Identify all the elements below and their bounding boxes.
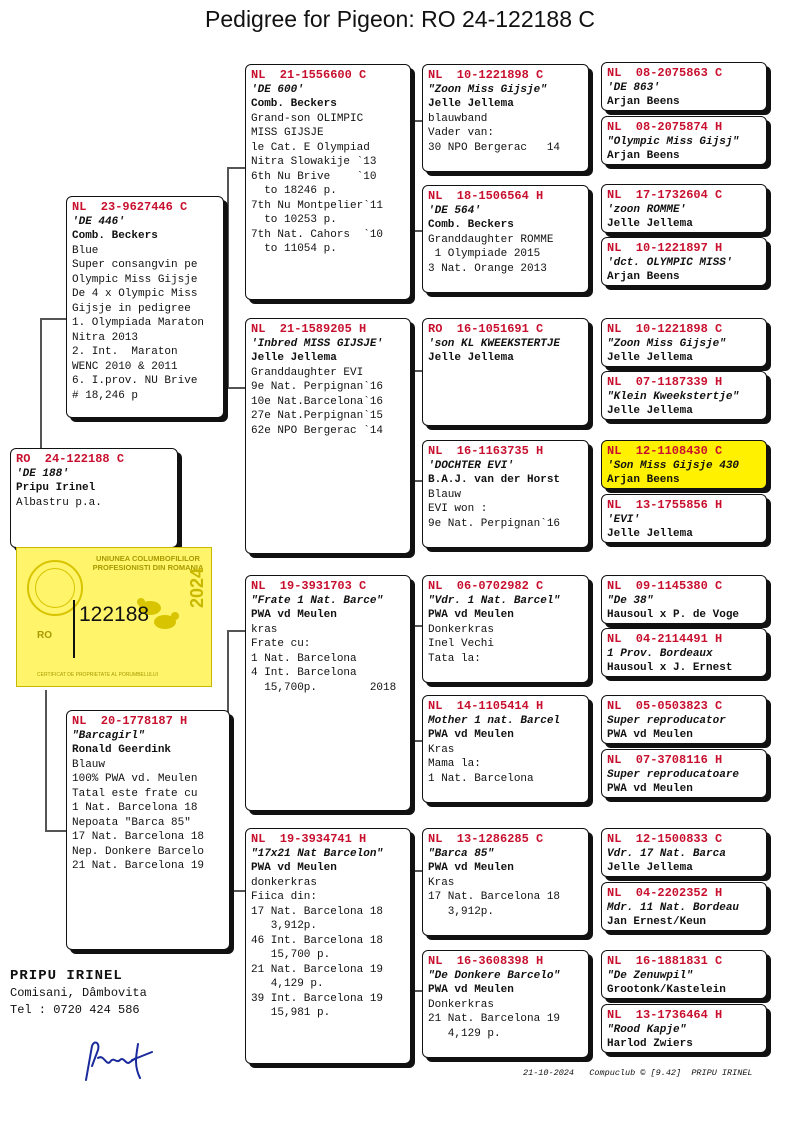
pigeon-name: 'DOCHTER EVI' bbox=[428, 459, 514, 472]
pigeon-card-dsd[interactable] bbox=[422, 695, 589, 803]
breeder: Arjan Beens bbox=[607, 96, 680, 108]
pigeon-name: "Klein Kweekstertje" bbox=[607, 390, 740, 403]
detail-line: to 10253 p. bbox=[251, 214, 337, 226]
owner-name: PRIPU IRINEL bbox=[10, 968, 123, 984]
breeder: Hausoul x P. de Voge bbox=[607, 609, 740, 621]
detail-line: 1 Nat. Barcelona bbox=[251, 652, 357, 665]
connector-line bbox=[412, 230, 422, 232]
detail-line: 6. I.prov. NU Brive bbox=[72, 375, 198, 387]
pigeon-name: "Rood Kapje" bbox=[607, 1023, 687, 1036]
pigeon-name: "De 38" bbox=[607, 594, 654, 607]
detail-line: 30 NPO Bergerac 14 bbox=[428, 141, 561, 154]
detail-line: 17 Nat. Barcelona 18 bbox=[428, 891, 561, 903]
ring-number: NL 08-2075874 H bbox=[607, 120, 723, 134]
pigeon-card-ssd[interactable] bbox=[422, 185, 589, 293]
ring-number: NL 14-1105414 H bbox=[428, 699, 544, 713]
connector-line bbox=[227, 167, 245, 169]
breeder: Jelle Jellema bbox=[607, 218, 693, 230]
detail-line: 1 Nat. Barcelona 18 bbox=[72, 802, 198, 814]
detail-line: Granddaughter EVI bbox=[251, 366, 364, 379]
pigeon-card-g15[interactable] bbox=[601, 950, 767, 999]
detail-line: 4 Int. Barcelona bbox=[251, 667, 357, 679]
breeder: Jan Ernest/Keun bbox=[607, 916, 707, 928]
detail-line: 62e NPO Bergerac `14 bbox=[251, 424, 384, 437]
detail-line: 1 Olympiade 2015 bbox=[428, 248, 541, 260]
pigeon-name: 'Son Miss Gijsje 430 bbox=[607, 459, 740, 472]
detail-line: Blauw bbox=[428, 488, 462, 501]
detail-line: Blauw bbox=[72, 758, 106, 771]
breeder: Harlod Zwiers bbox=[607, 1038, 693, 1050]
breeder: Grootonk/Kastelein bbox=[607, 984, 726, 996]
breeder: Arjan Beens bbox=[607, 474, 680, 486]
owner-address: Comisani, Dâmbovita bbox=[10, 986, 147, 1000]
emblem-inner-ring bbox=[35, 568, 75, 608]
ring-number: NL 13-1286285 C bbox=[428, 832, 544, 846]
detail-line: 15,981 p. bbox=[251, 1007, 331, 1019]
ring-number: NL 05-0503823 C bbox=[607, 699, 723, 713]
pigeon-name: 'DE 446' bbox=[72, 215, 125, 228]
ring-number: NL 10-1221898 C bbox=[428, 68, 544, 82]
detail-line: Gijsje in pedigree bbox=[72, 302, 191, 315]
ring-number: NL 08-2075863 C bbox=[607, 66, 723, 80]
breeder: Ronald Geerdink bbox=[72, 744, 172, 756]
detail-line: to 18246 p. bbox=[251, 185, 337, 197]
detail-line: De 4 x Olympic Miss bbox=[72, 288, 198, 300]
pigeon-name: "Vdr. 1 Nat. Barcel" bbox=[428, 594, 561, 607]
signature-image bbox=[78, 1036, 178, 1086]
pigeon-name: 'DE 863' bbox=[607, 81, 660, 94]
breeder: Arjan Beens bbox=[607, 150, 680, 162]
pigeon-name: 'DE 600' bbox=[251, 83, 304, 96]
detail-line: blauwband bbox=[428, 112, 488, 125]
detail-line: 17 Nat. Barcelona 18 bbox=[72, 831, 205, 843]
ring-number: NL 21-1556600 C bbox=[251, 68, 367, 82]
pigeon-card-g10[interactable] bbox=[601, 628, 767, 677]
detail-line: 21 Nat. Barcelona 19 bbox=[72, 860, 205, 872]
detail-line: 3,912p. bbox=[428, 905, 495, 918]
detail-line: MISS GIJSJE bbox=[251, 127, 324, 139]
pigeon-card-dss[interactable] bbox=[422, 575, 589, 683]
detail-line: 100% PWA vd. Meulen bbox=[72, 773, 198, 785]
breeder: PWA vd Meulen bbox=[251, 862, 337, 874]
pigeon-name: 'EVI' bbox=[607, 513, 641, 526]
pigeon-card-ss[interactable] bbox=[245, 64, 411, 300]
detail-line: 46 Int. Barcelona 18 bbox=[251, 934, 384, 947]
ring-number-bar bbox=[73, 600, 75, 658]
breeder: PWA vd Meulen bbox=[428, 984, 514, 996]
detail-line: 27e Nat.Perpignan`15 bbox=[251, 410, 384, 422]
detail-line: 21 Nat. Barcelona 19 bbox=[251, 963, 384, 976]
pigeon-card-g13[interactable] bbox=[601, 828, 767, 877]
pigeon-card-g2[interactable] bbox=[601, 116, 767, 165]
detail-line: 4,129 p. bbox=[428, 1027, 501, 1040]
detail-line: 1. Olympiada Maraton bbox=[72, 317, 205, 329]
detail-line: WENC 2010 & 2011 bbox=[72, 360, 178, 373]
pigeon-card-sire[interactable] bbox=[66, 196, 224, 418]
detail-line: Granddaughter ROMME bbox=[428, 233, 554, 246]
detail-line: 2. Int. Maraton bbox=[72, 346, 178, 358]
detail-line: donkerkras bbox=[251, 876, 318, 889]
detail-line: 3 Nat. Orange 2013 bbox=[428, 262, 547, 275]
stamp-ring-number: 122188 bbox=[79, 603, 150, 626]
detail-line: EVI won : bbox=[428, 503, 488, 515]
pigeon-name: "17x21 Nat Barcelon" bbox=[251, 847, 384, 860]
detail-line: 15,700p. 2018 bbox=[251, 681, 397, 694]
pigeon-card-sss[interactable] bbox=[422, 64, 589, 172]
detail-line: Mama la: bbox=[428, 758, 481, 770]
pigeon-card-dam[interactable] bbox=[66, 710, 230, 950]
detail-line: kras bbox=[251, 623, 278, 636]
detail-line: 4,129 p. bbox=[251, 978, 324, 990]
detail-line: 17 Nat. Barcelona 18 bbox=[251, 905, 384, 918]
pigeon-card-g4[interactable] bbox=[601, 237, 767, 286]
connector-line bbox=[227, 167, 229, 387]
breeder: Jelle Jellema bbox=[428, 352, 514, 364]
detail-line: Tatal este frate cu bbox=[72, 787, 198, 800]
pigeon-name: "Barca 85" bbox=[428, 847, 495, 860]
ring-number: NL 18-1506564 H bbox=[428, 189, 544, 203]
owner-block bbox=[10, 968, 147, 1019]
pigeon-name: 'DE 564' bbox=[428, 204, 481, 217]
detail-line: Donkerkras bbox=[428, 623, 495, 636]
pigeon-card-sd[interactable] bbox=[245, 318, 411, 554]
connector-line bbox=[227, 630, 245, 632]
detail-line: Inel Vechi bbox=[428, 638, 495, 650]
pigeon-name: Super reproducator bbox=[607, 714, 726, 727]
ring-number: NL 12-1108430 C bbox=[607, 444, 723, 458]
breeder: Jelle Jellema bbox=[607, 405, 693, 417]
pigeon-name: "Barcagirl" bbox=[72, 729, 145, 742]
detail-line: le Cat. E Olympiad bbox=[251, 141, 370, 154]
breeder: Jelle Jellema bbox=[607, 528, 693, 540]
pigeon-card-dd[interactable] bbox=[245, 828, 411, 1064]
ring-number: RO 24-122188 C bbox=[16, 452, 125, 466]
connector-line bbox=[412, 370, 422, 372]
ring-number: NL 07-1187339 H bbox=[607, 375, 723, 389]
pigeon-card-g7[interactable] bbox=[601, 440, 767, 489]
detail-line: Nep. Donkere Barcelo bbox=[72, 845, 205, 858]
ring-number: NL 04-2202352 H bbox=[607, 886, 723, 900]
pigeon-name: Mdr. 11 Nat. Bordeau bbox=[607, 901, 740, 914]
pigeon-name: "Zoon Miss Gijsje" bbox=[428, 83, 547, 96]
detail-line: 1 Nat. Barcelona bbox=[428, 772, 534, 785]
pigeon-card-ddd[interactable] bbox=[422, 950, 589, 1058]
detail-line: Nepoata "Barca 85" bbox=[72, 816, 191, 829]
ring-certificate-stamp bbox=[16, 547, 212, 687]
pigeon-name: "Frate 1 Nat. Barce" bbox=[251, 594, 384, 607]
ring-number: NL 19-3931703 C bbox=[251, 579, 367, 593]
pigeon-name: "Olympic Miss Gijsj" bbox=[607, 135, 740, 148]
print-footer: 21-10-2024 Compuclub © [9.42] PRIPU IRINEL bbox=[523, 1068, 753, 1078]
connector-line bbox=[412, 870, 422, 872]
breeder: PWA vd Meulen bbox=[251, 609, 337, 621]
detail-line: 15,700 p. bbox=[251, 949, 331, 961]
pigeon-card-g1[interactable] bbox=[601, 62, 767, 111]
pigeon-card-sdd[interactable] bbox=[422, 440, 589, 548]
pigeon-card-g11[interactable] bbox=[601, 695, 767, 744]
breeder: Hausoul x J. Ernest bbox=[607, 662, 733, 674]
breeder: PWA vd Meulen bbox=[607, 729, 693, 741]
ring-number: NL 07-3708116 H bbox=[607, 753, 723, 767]
detail-line: 9e Nat. Perpignan`16 bbox=[428, 517, 561, 530]
detail-line: Donkerkras bbox=[428, 998, 495, 1011]
detail-line: Nitra Slowakije `13 bbox=[251, 156, 377, 168]
ring-number: NL 23-9627446 C bbox=[72, 200, 188, 214]
pigeon-name: 1 Prov. Bordeaux bbox=[607, 647, 713, 660]
ring-number: NL 19-3934741 H bbox=[251, 832, 367, 846]
detail-line: Olympic Miss Gijsje bbox=[72, 273, 198, 286]
ring-number: NL 16-1881831 C bbox=[607, 954, 723, 968]
detail-line: Vader van: bbox=[428, 127, 495, 139]
connector-line bbox=[412, 120, 422, 122]
detail-line: 6th Nu Brive `10 bbox=[251, 170, 377, 183]
detail-line: Frate cu: bbox=[251, 638, 311, 650]
owner-phone: Tel : 0720 424 586 bbox=[10, 1003, 140, 1017]
ring-number: NL 13-1736464 H bbox=[607, 1008, 723, 1022]
pigeon-name: 'DE 188' bbox=[16, 467, 69, 480]
pigeon-card-sds[interactable] bbox=[422, 318, 589, 426]
ring-number: NL 16-1163735 H bbox=[428, 444, 544, 458]
pigeon-card-g16[interactable] bbox=[601, 1004, 767, 1053]
pigeon-card-ds[interactable] bbox=[245, 575, 411, 811]
ring-number: RO 16-1051691 C bbox=[428, 322, 544, 336]
connector-line bbox=[412, 625, 422, 627]
stamp-country: RO bbox=[37, 630, 52, 641]
detail-line: Kras bbox=[428, 876, 455, 889]
pigeon-card-g5[interactable] bbox=[601, 318, 767, 367]
detail-line: Nitra 2013 bbox=[72, 331, 139, 344]
detail-line: Blue bbox=[72, 244, 99, 257]
detail-line: 10e Nat.Barcelona`16 bbox=[251, 395, 384, 408]
pigeon-card-g9[interactable] bbox=[601, 575, 767, 624]
connector-line bbox=[412, 990, 422, 992]
detail-line: Albastru p.a. bbox=[16, 496, 102, 509]
breeder: Comb. Beckers bbox=[251, 98, 337, 110]
detail-line: Kras bbox=[428, 743, 455, 756]
ring-number: NL 10-1221897 H bbox=[607, 241, 723, 255]
pigeon-name: 'zoon ROMME' bbox=[607, 203, 687, 216]
detail-line: 7th Nat. Cahors `10 bbox=[251, 228, 384, 241]
connector-line bbox=[45, 830, 67, 832]
ring-number: NL 20-1778187 H bbox=[72, 714, 188, 728]
pigeon-card-dds[interactable] bbox=[422, 828, 589, 936]
detail-line: 21 Nat. Barcelona 19 bbox=[428, 1013, 561, 1025]
ring-number: NL 17-1732604 C bbox=[607, 188, 723, 202]
pigeon-name: 'Inbred MISS GIJSJE' bbox=[251, 337, 384, 350]
ring-number: NL 04-2114491 H bbox=[607, 632, 723, 646]
breeder: Comb. Beckers bbox=[72, 230, 158, 242]
stamp-year: 2024 bbox=[187, 567, 207, 608]
breeder: PWA vd Meulen bbox=[607, 783, 693, 795]
pigeon-name: 'son KL KWEEKSTERTJE bbox=[428, 337, 561, 350]
breeder: Pripu Irinel bbox=[16, 482, 96, 494]
detail-line: # 18,246 p bbox=[72, 389, 139, 402]
connector-line bbox=[40, 318, 42, 448]
ring-number: NL 12-1500833 C bbox=[607, 832, 723, 846]
pigeon-name: "De Zenuwpil" bbox=[607, 969, 693, 982]
detail-line: 9e Nat. Perpignan`16 bbox=[251, 381, 384, 393]
detail-line: Grand-son OLIMPIC bbox=[251, 112, 364, 125]
ring-number: NL 16-3608398 H bbox=[428, 954, 544, 968]
detail-line: 7th Nu Montpelier`11 bbox=[251, 199, 384, 212]
stamp-header: UNIUNEA COLUMBOFILILOR PROFESIONISTI DIN ROMANIA bbox=[92, 554, 204, 572]
ring-number: NL 21-1589205 H bbox=[251, 322, 367, 336]
connector-line bbox=[412, 740, 422, 742]
connector-line bbox=[45, 690, 47, 830]
ring-number: NL 09-1145380 C bbox=[607, 579, 723, 593]
ring-number: NL 13-1755856 H bbox=[607, 498, 723, 512]
connector-line bbox=[412, 480, 422, 482]
detail-line: to 11054 p. bbox=[251, 243, 337, 255]
detail-line: 39 Int. Barcelona 19 bbox=[251, 992, 384, 1005]
ring-number: NL 06-0702982 C bbox=[428, 579, 544, 593]
breeder: PWA vd Meulen bbox=[428, 729, 514, 741]
pigeon-name: Super reproducatoare bbox=[607, 768, 740, 781]
pigeon-card-subject[interactable] bbox=[10, 448, 178, 548]
detail-line: 3,912p. bbox=[251, 920, 318, 932]
pigeon-card-g14[interactable] bbox=[601, 882, 767, 931]
pigeon-name: Mother 1 nat. Barcel bbox=[428, 714, 561, 727]
detail-line: Tata la: bbox=[428, 652, 481, 665]
page-title: Pedigree for Pigeon: RO 24-122188 C bbox=[205, 6, 595, 32]
connector-line bbox=[40, 318, 66, 320]
pigeon-card-g12[interactable] bbox=[601, 749, 767, 798]
ring-number: NL 10-1221898 C bbox=[607, 322, 723, 336]
breeder: Jelle Jellema bbox=[607, 352, 693, 364]
pigeon-card-g3[interactable] bbox=[601, 184, 767, 233]
pigeon-name: "Zoon Miss Gijsje" bbox=[607, 337, 726, 350]
breeder: Jelle Jellema bbox=[251, 352, 337, 364]
pigeon-card-g6[interactable] bbox=[601, 371, 767, 420]
breeder: Comb. Beckers bbox=[428, 219, 514, 231]
detail-line: Fiica din: bbox=[251, 891, 318, 903]
breeder: B.A.J. van der Horst bbox=[428, 474, 561, 486]
stamp-footer: CERTIFICAT DE PROPRIETATE AL PORUMBELULUI bbox=[37, 672, 159, 678]
pigeon-name: 'dct. OLYMPIC MISS' bbox=[607, 256, 733, 269]
breeder: Jelle Jellema bbox=[607, 862, 693, 874]
pigeon-card-g8[interactable] bbox=[601, 494, 767, 543]
breeder: PWA vd Meulen bbox=[428, 609, 514, 621]
pigeon-name: "De Donkere Barcelo" bbox=[428, 969, 561, 982]
breeder: Arjan Beens bbox=[607, 271, 680, 283]
connector-line bbox=[227, 387, 245, 389]
breeder: PWA vd Meulen bbox=[428, 862, 514, 874]
pigeon-name: Vdr. 17 Nat. Barca bbox=[607, 847, 726, 860]
detail-line: Super consangvin pe bbox=[72, 259, 198, 271]
breeder: Jelle Jellema bbox=[428, 98, 514, 110]
